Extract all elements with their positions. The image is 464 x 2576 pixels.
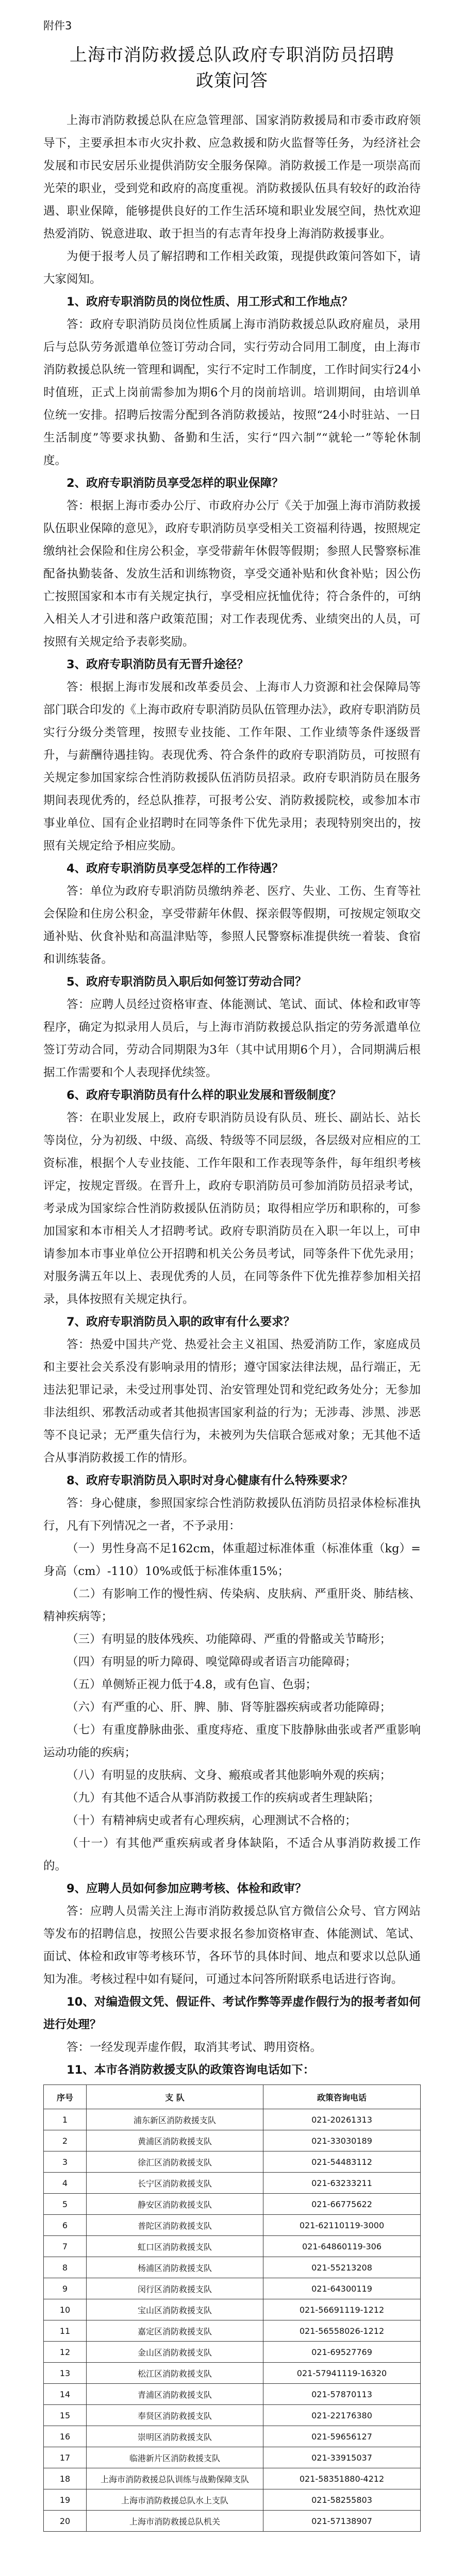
answer-paragraph: （四）有明显的听力障碍、嗅觉障碍或者语言功能障碍； xyxy=(67,1655,357,1669)
answer-paragraph: （一）男性身高不足162cm，体重超过标准体重（标准体重（kg）=身高（cm）-110）10%或低于标准体重15%； xyxy=(43,1542,421,1578)
question-heading: 4、政府专职消防员享受怎样的工作待遇？ xyxy=(67,862,284,875)
phone-number: 021-64300119 xyxy=(263,2278,421,2299)
table-row xyxy=(44,2405,421,2426)
row-number: 7 xyxy=(44,2236,87,2257)
title-line-2: 政策问答 xyxy=(196,71,268,91)
table-header-row xyxy=(44,2085,421,2109)
row-number: 1 xyxy=(44,2109,87,2130)
unit-name: 普陀区消防救援支队 xyxy=(87,2215,263,2236)
table-row xyxy=(44,2511,421,2532)
unit-name: 上海市消防救援总队水上支队 xyxy=(87,2489,263,2511)
table-row xyxy=(44,2278,421,2299)
phone-number: 021-58255803 xyxy=(263,2489,421,2511)
row-number: 18 xyxy=(44,2468,87,2489)
answer-paragraph: （十）有精神病史或者有心理疾病，心理测试不合格的； xyxy=(67,1814,357,1827)
table-row xyxy=(44,2194,421,2215)
row-number: 19 xyxy=(44,2489,87,2511)
phone-number: 021-55213208 xyxy=(263,2257,421,2278)
contact-table xyxy=(43,2084,421,2532)
table-row xyxy=(44,2384,421,2405)
unit-name: 浦东新区消防救援支队 xyxy=(87,2109,263,2130)
unit-name: 上海市消防救援总队机关 xyxy=(87,2511,263,2532)
phone-number: 021-57941119-16320 xyxy=(263,2363,421,2384)
intro-paragraph: 上海市消防救援总队在应急管理部、国家消防救援局和市委市政府领导下，主要承担本市火灾扑救、应急救援和防火监督等任务，为经济社会发展和市民安居乐业提供消防安全服务保障。消防救援工作是一项崇高而光荣的职业，受到党和政府的高度重视。消防救援队伍具有较好的政治待遇、职业保障，能够提供良好的工作生活环境和职业发展空间，热忱欢迎热爱消防、锐意进取、敢于担当的有志青年投身上海消防救援事业。 xyxy=(43,114,421,241)
question-heading: 7、政府专职消防员入职的政审有什么要求？ xyxy=(67,1315,295,1329)
row-number: 17 xyxy=(44,2447,87,2468)
answer-paragraph: （三）有明显的肢体残疾、功能障碍、严重的骨骼或关节畸形； xyxy=(67,1633,392,1646)
row-number: 13 xyxy=(44,2363,87,2384)
question-heading: 8、政府专职消防员入职时对身心健康有什么特殊要求？ xyxy=(67,1474,353,1487)
phone-number: 021-63233211 xyxy=(263,2173,421,2194)
answer-paragraph: 答：单位为政府专职消防员缴纳养老、医疗、失业、工伤、生育等社会保险和住房公积金，享受带薪年休假、探亲假等假期，可按规定领取交通补贴、伙食补贴和高温津贴等，参照人民警察标准提供统一着装、食宿和训练装备。 xyxy=(43,885,421,966)
phone-number: 021-22176380 xyxy=(263,2405,421,2426)
attachment-label: 附件3 xyxy=(43,20,72,32)
question-heading: 9、应聘人员如何参加应聘考核、体检和政审？ xyxy=(67,1882,307,1895)
table-row xyxy=(44,2257,421,2278)
unit-name: 松江区消防救援支队 xyxy=(87,2363,263,2384)
unit-name: 宝山区消防救援支队 xyxy=(87,2299,263,2320)
unit-name: 长宁区消防救援支队 xyxy=(87,2173,263,2194)
table-row xyxy=(44,2320,421,2342)
row-number: 8 xyxy=(44,2257,87,2278)
row-number: 2 xyxy=(44,2130,87,2151)
phone-number: 021-69527769 xyxy=(263,2342,421,2363)
table-row xyxy=(44,2151,421,2173)
unit-name: 黄浦区消防救援支队 xyxy=(87,2130,263,2151)
unit-name: 金山区消防救援支队 xyxy=(87,2342,263,2363)
answer-paragraph: 答：身心健康，参照国家综合性消防救援队伍消防员招录体检标准执行，凡有下列情况之一者，不予录用： xyxy=(43,1497,421,1533)
answer-paragraph: 答：应聘人员需关注上海市消防救援总队官方微信公众号、官方网站等发布的招聘信息，按照公告要求报名参加资格审查、体能测试、笔试、面试、体检和政审等考核环节，各环节的具体时间、地点和要求以总队通知为准。考核过程中如有疑问，可通过本问答所附联系电话进行咨询。 xyxy=(43,1905,421,1986)
unit-name: 临港新片区消防救援支队 xyxy=(87,2447,263,2468)
answer-paragraph: （七）有重度静脉曲张、重度痔疮、重度下肢静脉曲张或者严重影响运动功能的疾病； xyxy=(43,1723,421,1759)
question-heading: 10、对编造假文凭、假证件、考试作弊等弄虚作假行为的报考者如何进行处理？ xyxy=(43,1995,421,2031)
question-heading: 1、政府专职消防员的岗位性质、用工形式和工作地点？ xyxy=(67,295,353,309)
answer-paragraph: 答：应聘人员经过资格审查、体能测试、笔试、面试、体检和政审等程序，确定为拟录用人员后，与上海市消防救援总队指定的劳务派遣单位签订劳动合同，劳动合同期限为3年（其中试用期6个月），合同期满后根据工作需要和个人表现择优续签。 xyxy=(43,998,421,1079)
answer-paragraph: （八）有明显的皮肤病、文身、瘢痕或者其他影响外观的疾病； xyxy=(67,1769,392,1782)
intro-paragraph: 为便于报考人员了解招聘和工作相关政策，现提供政策问答如下，请大家阅知。 xyxy=(43,250,421,286)
phone-number: 021-64860119-306 xyxy=(263,2236,421,2257)
table-row xyxy=(44,2236,421,2257)
row-number: 14 xyxy=(44,2384,87,2405)
phone-number: 021-66775622 xyxy=(263,2194,421,2215)
row-number: 11 xyxy=(44,2320,87,2342)
table-row xyxy=(44,2109,421,2130)
answer-paragraph: 答：根据上海市发展和改革委员会、上海市人力资源和社会保障局等部门联合印发的《上海市政府专职消防员队伍管理办法》，政府专职消防员实行分级分类管理，按照专业技能、工作年限、工作业绩等条件逐级晋升，与薪酬待遇挂钩。表现优秀、符合条件的政府专职消防员，可按照有关规定参加国家综合性消防救援队伍消防员招录。政府专职消防员在服务期间表现优秀的，经总队推荐，可报考公安、消防救援院校，或参加本市事业单位、国有企业招聘时在同等条件下优先录用；表现特别突出的，按照有关规定给予相应奖励。 xyxy=(43,681,421,853)
table-row xyxy=(44,2447,421,2468)
answer-paragraph: 答：在职业发展上，政府专职消防员设有队员、班长、副站长、站长等岗位，分为初级、中级、高级、特级等不同层级，各层级对应相应的工资标准，根据个人专业技能、工作年限和工作表现等条件，每年组织考核评定，按规定晋级。在晋升上，政府专职消防员可参加消防员招录考试，考录成为国家综合性消防救援队伍消防员；取得相应学历和职称的，可参加国家和本市相关人才招聘考试。政府专职消防员在入职一年以上，可申请参加本市事业单位公开招聘和机关公务员考试，同等条件下优先录用；对服务满五年以上、表现优秀的人员，在同等条件下优先推荐参加相关招录，具体按照有关规定执行。 xyxy=(43,1111,421,1306)
table-header: 支 队 xyxy=(87,2085,263,2109)
row-number: 4 xyxy=(44,2173,87,2194)
table-row xyxy=(44,2342,421,2363)
phone-number: 021-33915037 xyxy=(263,2447,421,2468)
row-number: 6 xyxy=(44,2215,87,2236)
question-heading: 11、本市各消防救援支队的政策咨询电话如下： xyxy=(67,2063,315,2077)
unit-name: 上海市消防救援总队训练与战勤保障支队 xyxy=(87,2468,263,2489)
unit-name: 闵行区消防救援支队 xyxy=(87,2278,263,2299)
table-row xyxy=(44,2426,421,2447)
phone-number: 021-62110119-3000 xyxy=(263,2215,421,2236)
table-header: 政策咨询电话 xyxy=(263,2085,421,2109)
unit-name: 虹口区消防救援支队 xyxy=(87,2236,263,2257)
phone-number: 021-56691119-1212 xyxy=(263,2299,421,2320)
answer-paragraph: 答：政府专职消防员岗位性质属上海市消防救援总队政府雇员，录用后与总队劳务派遣单位签订劳动合同，实行劳动合同用工制度，由上海市消防救援总队统一管理和调配，实行不定时工作制度，工作时间实行24小时值班，正式上岗前需参加为期6个月的岗前培训。培训期间，由培训单位统一安排。招聘后按需分配到各消防救援站，按照“24小时驻站、一日生活制度”等要求执勤、备勤和生活，实行“四六制”“就轮一”等轮休制度。 xyxy=(43,318,421,467)
phone-number: 021-56558026-1212 xyxy=(263,2320,421,2342)
answer-paragraph: （十一）有其他严重疾病或者身体缺陷，不适合从事消防救援工作的。 xyxy=(43,1837,421,1873)
answer-paragraph: 答：根据上海市委办公厅、市政府办公厅《关于加强上海市消防救援队伍职业保障的意见》，政府专职消防员享受相关工资福利待遇，按照规定缴纳社会保险和住房公积金，享受带薪年休假等假期；参照人民警察标准配备执勤装备、发放生活和训练物资，享受交通补贴和伙食补贴；因公伤亡按照国家和本市有关规定执行，享受相应抚恤优待；符合条件的，可纳入相关人才引进和落户政策范围；对工作表现优秀、业绩突出的人员，可按照有关规定给予表彰奖励。 xyxy=(43,499,421,649)
table-row xyxy=(44,2130,421,2151)
qa-section xyxy=(43,291,421,2081)
row-number: 15 xyxy=(44,2405,87,2426)
table-body xyxy=(44,2109,421,2532)
question-heading: 5、政府专职消防员入职后如何签订劳动合同？ xyxy=(67,975,307,989)
unit-name: 嘉定区消防救援支队 xyxy=(87,2320,263,2342)
table-row xyxy=(44,2363,421,2384)
table-row xyxy=(44,2299,421,2320)
answer-paragraph: （二）有影响工作的慢性病、传染病、皮肤病、严重肝炎、肺结核、精神疾病等； xyxy=(43,1587,421,1623)
phone-number: 021-57870113 xyxy=(263,2384,421,2405)
unit-name: 静安区消防救援支队 xyxy=(87,2194,263,2215)
answer-paragraph: 答：一经发现弄虚作假，取消其考试、聘用资格。 xyxy=(67,2041,322,2054)
row-number: 9 xyxy=(44,2278,87,2299)
phone-number: 021-58351880-4212 xyxy=(263,2468,421,2489)
question-heading: 3、政府专职消防员有无晋升途径？ xyxy=(67,658,249,671)
row-number: 12 xyxy=(44,2342,87,2363)
unit-name: 徐汇区消防救援支队 xyxy=(87,2151,263,2173)
answer-paragraph: （五）单侧矫正视力低于4.8，或有色盲、色弱； xyxy=(67,1678,317,1691)
row-number: 5 xyxy=(44,2194,87,2215)
table-row xyxy=(44,2215,421,2236)
row-number: 16 xyxy=(44,2426,87,2447)
table-row xyxy=(44,2173,421,2194)
table-row xyxy=(44,2468,421,2489)
answer-paragraph: 答：热爱中国共产党、热爱社会主义祖国、热爱消防工作，家庭成员和主要社会关系没有影响录用的情形；遵守国家法律法规，品行端正，无违法犯罪记录，未受过刑事处罚、治安管理处罚和党纪政务处分；无参加非法组织、邪教活动或者其他损害国家利益的行为；无涉毒、涉黑、涉恶等不良记录；无严重失信行为，未被列为失信联合惩戒对象；无其他不适合从事消防救援工作的情形。 xyxy=(43,1338,421,1465)
intro-section xyxy=(43,109,421,291)
phone-number: 021-20261313 xyxy=(263,2109,421,2130)
unit-name: 青浦区消防救援支队 xyxy=(87,2384,263,2405)
unit-name: 杨浦区消防救援支队 xyxy=(87,2257,263,2278)
phone-number: 021-59656127 xyxy=(263,2426,421,2447)
unit-name: 崇明区消防救援支队 xyxy=(87,2426,263,2447)
row-number: 3 xyxy=(44,2151,87,2173)
answer-paragraph: （九）有其他不适合从事消防救援工作的疾病或者生理缺陷； xyxy=(67,1791,380,1805)
phone-number: 021-57138907 xyxy=(263,2511,421,2532)
row-number: 10 xyxy=(44,2299,87,2320)
question-heading: 2、政府专职消防员享受怎样的职业保障？ xyxy=(67,477,284,490)
unit-name: 奉贤区消防救援支队 xyxy=(87,2405,263,2426)
question-heading: 6、政府专职消防员有什么样的职业发展和晋级制度？ xyxy=(67,1089,342,1102)
document-title xyxy=(43,42,421,94)
phone-number: 021-54483112 xyxy=(263,2151,421,2173)
answer-paragraph: （六）有严重的心、肝、脾、肺、肾等脏器疾病或者功能障碍； xyxy=(67,1701,392,1714)
table-row xyxy=(44,2489,421,2511)
row-number: 20 xyxy=(44,2511,87,2532)
table-header: 序号 xyxy=(44,2085,87,2109)
title-line-1: 上海市消防救援总队政府专职消防员招聘 xyxy=(70,45,394,65)
phone-number: 021-33030189 xyxy=(263,2130,421,2151)
